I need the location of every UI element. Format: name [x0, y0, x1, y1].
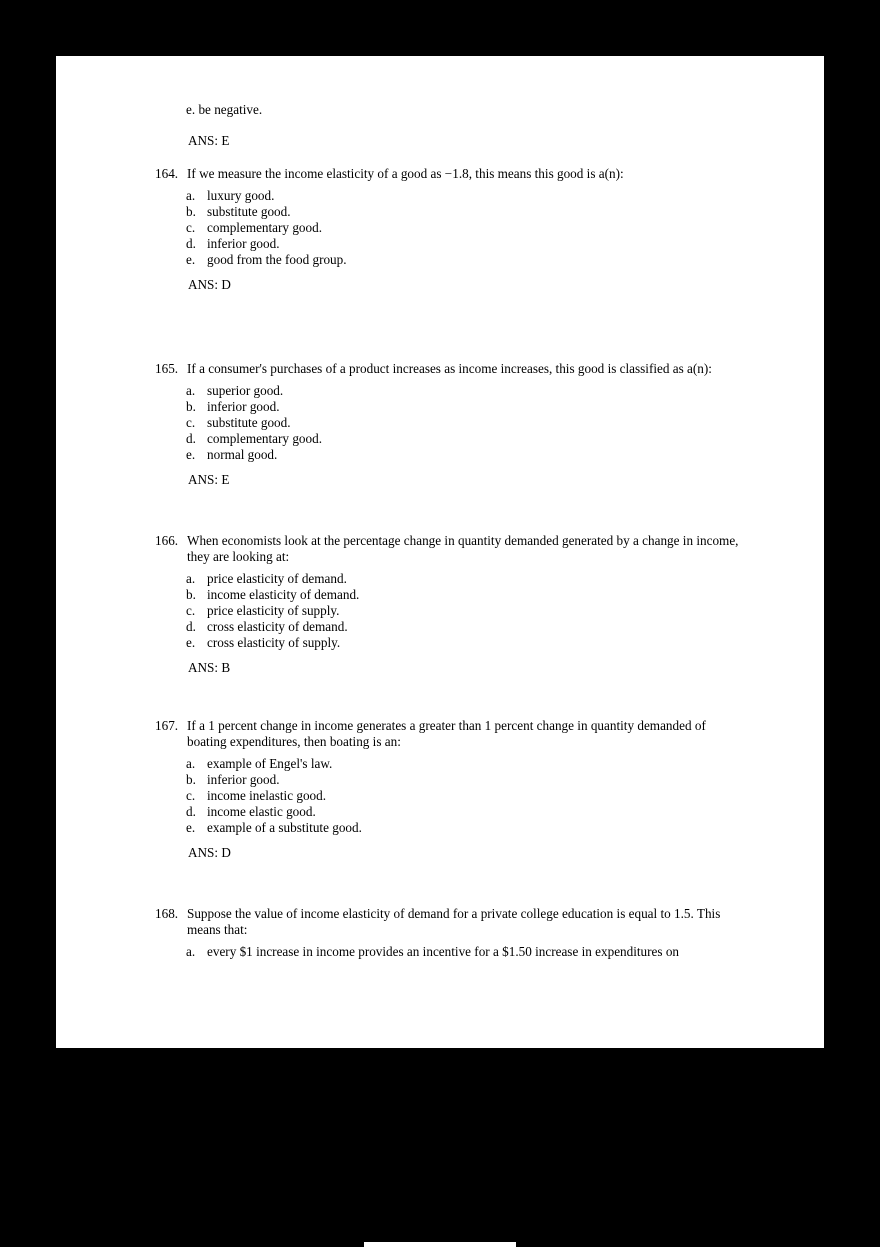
question-text: If we measure the income elasticity of a good as −1.8, this means this good is a(n): [187, 166, 624, 181]
question-number: 168. [155, 906, 179, 921]
option-text: superior good. [207, 383, 284, 398]
option-item [186, 820, 744, 836]
question-head [155, 718, 744, 750]
option-text: every $1 increase in income provides an incentive for a $1.50 increase in expenditures on [207, 944, 680, 959]
option-letter: b. [186, 399, 196, 414]
question-item [155, 166, 744, 293]
fragment-option: e. be negative. [186, 102, 263, 117]
option-letter: a. [186, 944, 196, 959]
option-text: price elasticity of demand. [207, 571, 347, 586]
option-letter: e. [186, 447, 196, 462]
option-text: complementary good. [207, 431, 322, 446]
option-text: normal good. [207, 447, 278, 462]
option-item [186, 804, 744, 820]
option-letter: b. [186, 204, 196, 219]
option-text: example of a substitute good. [207, 820, 362, 835]
option-text: good from the food group. [207, 252, 347, 267]
question-fragment [155, 102, 744, 149]
option-letter: c. [186, 788, 196, 803]
option-text: substitute good. [207, 204, 291, 219]
option-text: luxury good. [207, 188, 275, 203]
question-number: 166. [155, 533, 179, 548]
option-text: inferior good. [207, 236, 280, 251]
option-letter: e. [186, 252, 196, 267]
answer-line: ANS: E [188, 133, 230, 148]
options-list [186, 571, 744, 651]
option-letter: c. [186, 220, 196, 235]
option-letter: a. [186, 756, 196, 771]
option-text: inferior good. [207, 772, 280, 787]
option-item [186, 772, 744, 788]
question-number: 165. [155, 361, 179, 376]
option-letter: d. [186, 619, 196, 634]
question-item [155, 533, 744, 676]
next-page-edge [364, 1242, 516, 1247]
option-letter: c. [186, 415, 196, 430]
option-text: income inelastic good. [207, 788, 327, 803]
question-head [155, 166, 744, 182]
option-letter: b. [186, 772, 196, 787]
option-letter: d. [186, 804, 196, 819]
option-text: cross elasticity of demand. [207, 619, 348, 634]
options-list [186, 756, 744, 836]
option-text: price elasticity of supply. [207, 603, 340, 618]
question-text: Suppose the value of income elasticity of demand for a private college education is equal to 1.5. This means that: [187, 906, 721, 937]
question-head [155, 361, 744, 377]
answer-line: ANS: E [188, 472, 230, 487]
option-item [186, 603, 744, 619]
option-letter: a. [186, 188, 196, 203]
option-item [186, 252, 744, 268]
option-text: inferior good. [207, 399, 280, 414]
option-item [186, 415, 744, 431]
option-text: cross elasticity of supply. [207, 635, 341, 650]
document-page [56, 56, 824, 1048]
option-letter: e. [186, 635, 196, 650]
question-head [155, 906, 744, 938]
question-text: If a consumer's purchases of a product increases as income increases, this good is classified as a(n): [187, 361, 712, 376]
question-item [155, 906, 744, 960]
option-item [186, 399, 744, 415]
option-text: income elastic good. [207, 804, 316, 819]
option-item [186, 587, 744, 603]
option-letter: a. [186, 571, 196, 586]
question-number: 167. [155, 718, 179, 733]
option-item [186, 571, 744, 587]
option-text: income elasticity of demand. [207, 587, 360, 602]
options-list [186, 383, 744, 463]
option-text: example of Engel's law. [207, 756, 333, 771]
option-item [186, 635, 744, 651]
question-text: If a 1 percent change in income generates a greater than 1 percent change in quantity demanded of boating expenditures, then boating is an: [187, 718, 706, 749]
answer-line: ANS: D [188, 845, 231, 860]
option-item [186, 431, 744, 447]
option-item [186, 788, 744, 804]
options-list [186, 944, 744, 960]
question-head [155, 533, 744, 565]
question-item [155, 718, 744, 861]
option-item [186, 188, 744, 204]
question-item [155, 361, 744, 488]
option-text: substitute good. [207, 415, 291, 430]
option-item [186, 756, 744, 772]
option-text: complementary good. [207, 220, 322, 235]
option-item [186, 944, 744, 960]
option-letter: d. [186, 236, 196, 251]
question-text: When economists look at the percentage change in quantity demanded generated by a change in income, they are looking at: [187, 533, 739, 564]
option-item [186, 447, 744, 463]
answer-line: ANS: D [188, 277, 231, 292]
option-letter: d. [186, 431, 196, 446]
answer-line: ANS: B [188, 660, 231, 675]
option-item [186, 383, 744, 399]
option-letter: e. [186, 820, 196, 835]
option-letter: a. [186, 383, 196, 398]
question-number: 164. [155, 166, 179, 181]
option-item [186, 220, 744, 236]
option-item [186, 236, 744, 252]
option-item [186, 204, 744, 220]
option-letter: c. [186, 603, 196, 618]
option-item [186, 619, 744, 635]
option-letter: b. [186, 587, 196, 602]
options-list [186, 188, 744, 268]
